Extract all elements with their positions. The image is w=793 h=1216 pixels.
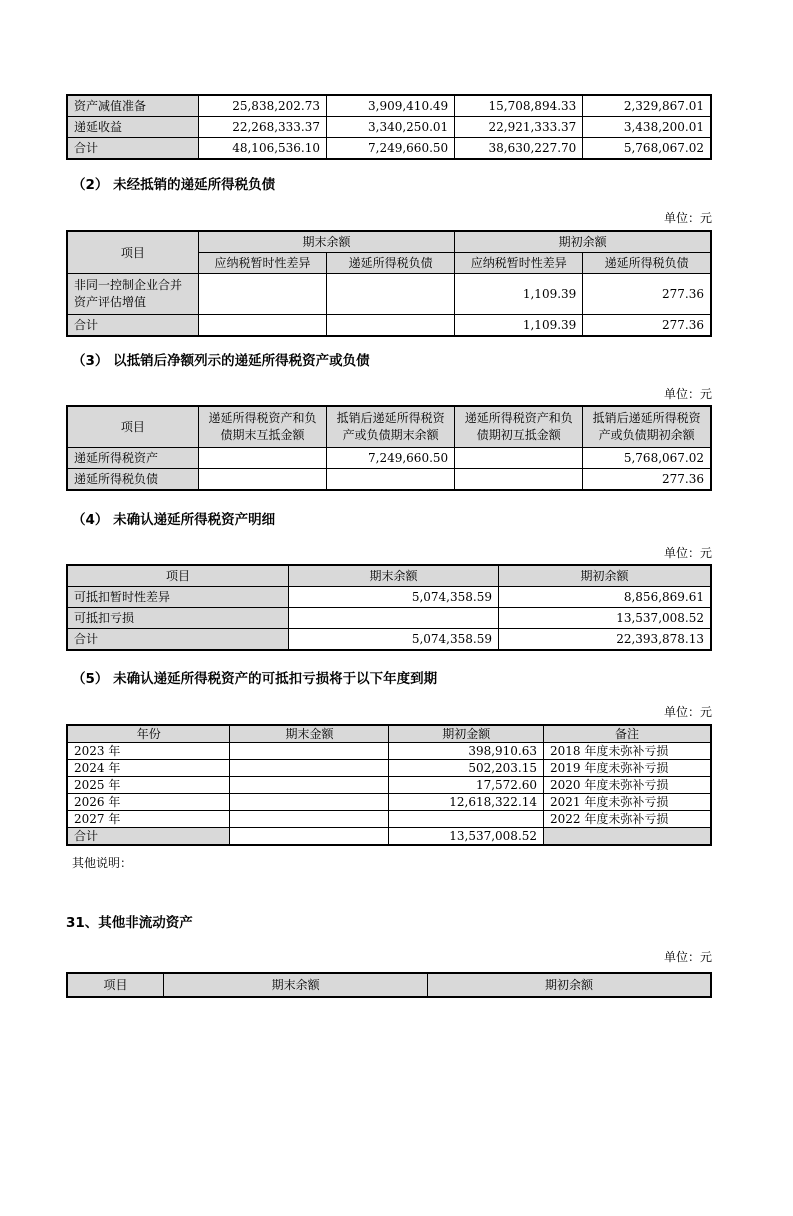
column-group-header: 期初余额 [455, 231, 711, 253]
table-row [67, 95, 711, 117]
remark-cell: 2021 年度未弥补亏损 [544, 794, 711, 811]
value-cell: 25,838,202.73 [198, 95, 326, 117]
year-cell: 2027 年 [67, 811, 230, 828]
other-noncurrent-assets-table [66, 972, 712, 998]
value-cell [230, 777, 389, 794]
row-label-cell: 递延所得税负债 [67, 469, 198, 491]
unit-label: 单位：元 [663, 950, 712, 964]
section-4-heading: （4） 未确认递延所得税资产明细 [72, 512, 276, 528]
column-header: 期初金额 [389, 725, 544, 743]
net-deferred-tax-table [66, 405, 712, 491]
unit-label: 单位：元 [663, 387, 712, 401]
remark-cell [544, 828, 711, 846]
row-label-cell: 资产减值准备 [67, 95, 198, 117]
value-cell: 13,537,008.52 [498, 608, 711, 629]
deferred-tax-assets-continuation-table [66, 94, 712, 160]
table-row [67, 117, 711, 138]
value-cell [455, 469, 583, 491]
section-2-heading: （2） 未经抵销的递延所得税负债 [72, 177, 276, 193]
row-label-cell: 递延收益 [67, 117, 198, 138]
column-header: 期末金额 [230, 725, 389, 743]
section-3-heading: （3） 以抵销后净额列示的递延所得税资产或负债 [72, 353, 370, 369]
table-row [67, 274, 711, 315]
column-header: 年份 [67, 725, 230, 743]
value-cell: 22,393,878.13 [498, 629, 711, 651]
value-cell [230, 760, 389, 777]
value-cell [198, 448, 326, 469]
value-cell [198, 274, 326, 315]
section-5-heading: （5） 未确认递延所得税资产的可抵扣亏损将于以下年度到期 [72, 671, 438, 687]
column-header: 递延所得税资产和负债期末互抵金额 [198, 406, 326, 448]
unoffset-deferred-tax-liabilities-table [66, 230, 712, 337]
row-label-cell: 合计 [67, 315, 198, 337]
row-label-cell: 合计 [67, 629, 289, 651]
table-row [67, 587, 711, 608]
value-cell: 15,708,894.33 [455, 95, 583, 117]
unit-label: 单位：元 [663, 211, 712, 225]
row-label-cell: 可抵扣亏损 [67, 608, 289, 629]
total-row [67, 629, 711, 651]
table-row [67, 743, 711, 760]
row-label-cell: 可抵扣暂时性差异 [67, 587, 289, 608]
value-cell: 22,268,333.37 [198, 117, 326, 138]
year-cell: 2024 年 [67, 760, 230, 777]
column-header: 递延所得税负债 [583, 253, 711, 274]
table-row [67, 448, 711, 469]
value-cell [389, 811, 544, 828]
row-label-cell: 合计 [67, 828, 230, 846]
unrecognized-dta-detail-table [66, 564, 712, 651]
column-header: 应纳税暂时性差异 [455, 253, 583, 274]
value-cell: 1,109.39 [455, 274, 583, 315]
remark-cell: 2019 年度未弥补亏损 [544, 760, 711, 777]
value-cell: 38,630,227.70 [455, 138, 583, 160]
value-cell: 5,768,067.02 [583, 138, 711, 160]
value-cell: 5,074,358.59 [289, 587, 499, 608]
column-header: 期初余额 [498, 565, 711, 587]
column-header: 项目 [67, 231, 198, 274]
value-cell: 3,909,410.49 [327, 95, 455, 117]
value-cell: 48,106,536.10 [198, 138, 326, 160]
table-row [67, 608, 711, 629]
header-row [67, 725, 711, 743]
other-notes-label: 其他说明： [72, 856, 133, 870]
value-cell [230, 828, 389, 846]
value-cell: 7,249,660.50 [327, 448, 455, 469]
column-header: 期末余额 [164, 973, 428, 997]
column-group-header: 期末余额 [198, 231, 454, 253]
value-cell [198, 315, 326, 337]
header-row [67, 231, 711, 253]
value-cell [289, 608, 499, 629]
column-header: 期末余额 [289, 565, 499, 587]
unit-label: 单位：元 [663, 705, 712, 719]
table-row [67, 469, 711, 491]
header-row [67, 565, 711, 587]
deductible-losses-expiry-table [66, 724, 712, 846]
column-header: 递延所得税负债 [327, 253, 455, 274]
column-header: 项目 [67, 406, 198, 448]
column-header: 抵销后递延所得税资产或负债期初余额 [583, 406, 711, 448]
year-cell: 2023 年 [67, 743, 230, 760]
value-cell [455, 448, 583, 469]
table-row [67, 811, 711, 828]
year-cell: 2025 年 [67, 777, 230, 794]
value-cell [230, 811, 389, 828]
column-header: 应纳税暂时性差异 [198, 253, 326, 274]
row-label-cell: 非同一控制企业合并资产评估增值 [67, 274, 198, 315]
value-cell [230, 794, 389, 811]
table-row [67, 777, 711, 794]
table-row [67, 760, 711, 777]
value-cell [327, 274, 455, 315]
header-row [67, 973, 711, 997]
column-header: 递延所得税资产和负债期初互抵金额 [455, 406, 583, 448]
value-cell: 12,618,322.14 [389, 794, 544, 811]
value-cell: 3,340,250.01 [327, 117, 455, 138]
total-row [67, 315, 711, 337]
value-cell: 2,329,867.01 [583, 95, 711, 117]
total-row [67, 138, 711, 160]
row-label-cell: 递延所得税资产 [67, 448, 198, 469]
value-cell: 277.36 [583, 274, 711, 315]
value-cell: 7,249,660.50 [327, 138, 455, 160]
value-cell: 277.36 [583, 469, 711, 491]
column-header: 备注 [544, 725, 711, 743]
column-header: 抵销后递延所得税资产或负债期末余额 [327, 406, 455, 448]
value-cell: 277.36 [583, 315, 711, 337]
value-cell: 502,203.15 [389, 760, 544, 777]
value-cell: 13,537,008.52 [389, 828, 544, 846]
unit-label: 单位：元 [663, 546, 712, 560]
remark-cell: 2022 年度未弥补亏损 [544, 811, 711, 828]
header-row [67, 406, 711, 448]
section-31-heading: 31、其他非流动资产 [66, 915, 193, 931]
remark-cell: 2018 年度未弥补亏损 [544, 743, 711, 760]
total-row [67, 828, 711, 846]
value-cell: 17,572.60 [389, 777, 544, 794]
column-header: 期初余额 [428, 973, 711, 997]
year-cell: 2026 年 [67, 794, 230, 811]
value-cell: 398,910.63 [389, 743, 544, 760]
value-cell: 8,856,869.61 [498, 587, 711, 608]
remark-cell: 2020 年度未弥补亏损 [544, 777, 711, 794]
value-cell: 5,768,067.02 [583, 448, 711, 469]
column-header: 项目 [67, 565, 289, 587]
value-cell [327, 469, 455, 491]
value-cell [198, 469, 326, 491]
value-cell [327, 315, 455, 337]
table-row [67, 794, 711, 811]
value-cell: 1,109.39 [455, 315, 583, 337]
value-cell [230, 743, 389, 760]
value-cell: 5,074,358.59 [289, 629, 499, 651]
row-label-cell: 合计 [67, 138, 198, 160]
column-header: 项目 [67, 973, 164, 997]
report-page [0, 94, 793, 998]
value-cell: 22,921,333.37 [455, 117, 583, 138]
value-cell: 3,438,200.01 [583, 117, 711, 138]
